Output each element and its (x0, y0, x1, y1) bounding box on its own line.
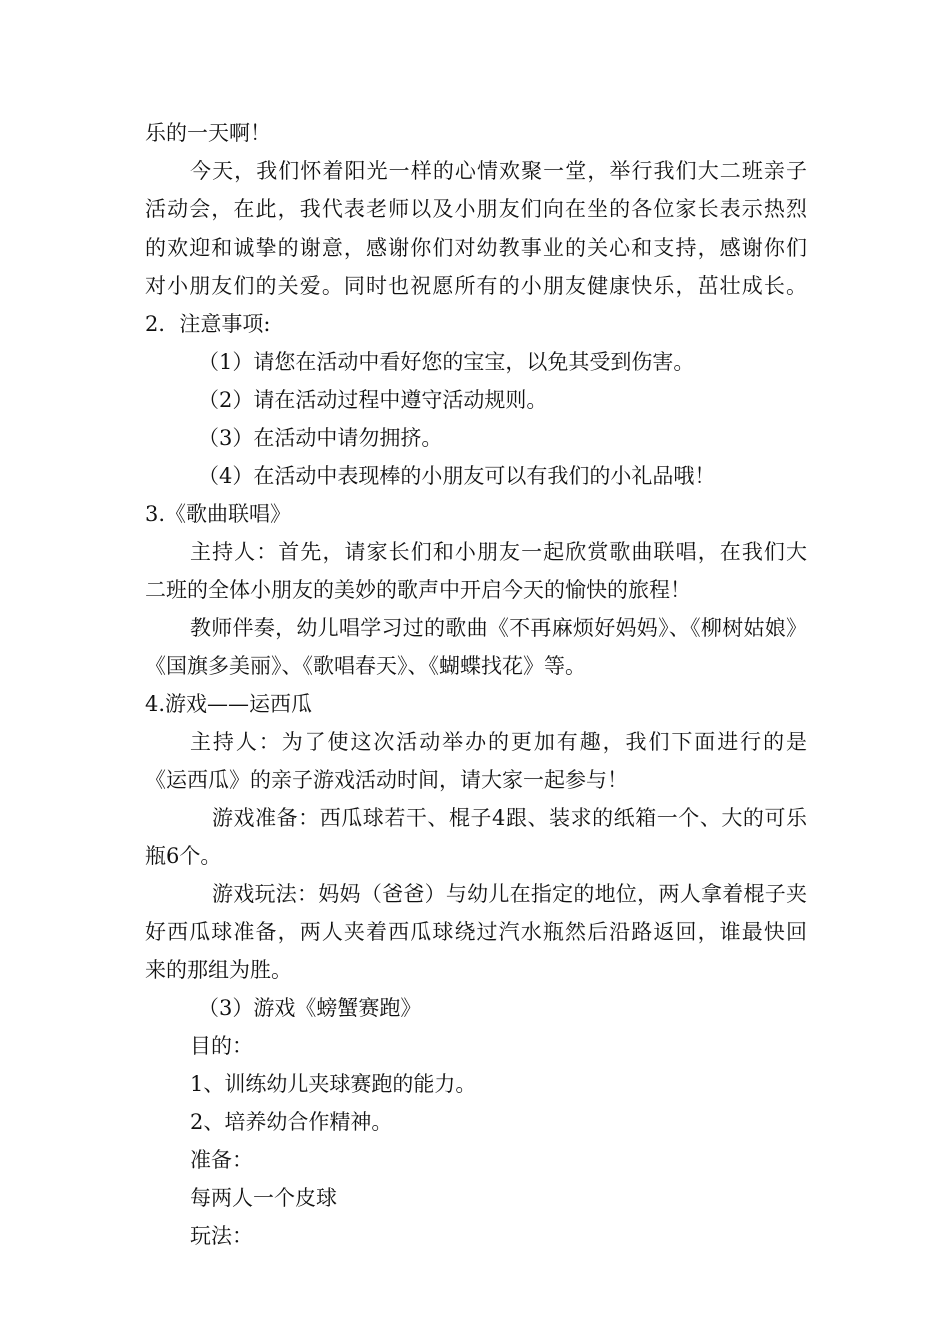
text-line: 主持人：首先，请家长们和小朋友一起欣赏歌曲联唱，在我们大 (190, 540, 807, 564)
section-heading: 3.《歌曲联唱》 (145, 502, 292, 526)
text-line: 瓶6个。 (145, 844, 222, 868)
text-line: 好西瓜球准备，两人夹着西瓜球绕过汽水瓶然后沿路返回，谁最快回 (145, 920, 807, 944)
text-line: 今天，我们怀着阳光一样的心情欢聚一堂，举行我们大二班亲子 (190, 159, 807, 183)
text-line: 教师伴奏，幼儿唱学习过的歌曲《不再麻烦好妈妈》、《柳树姑娘》 (190, 616, 807, 640)
text-line: 游戏玩法：妈妈（爸爸）与幼儿在指定的地位，两人拿着棍子夹 (212, 882, 807, 906)
text-line: 的欢迎和诚挚的谢意，感谢你们对幼教事业的关心和支持，感谢你们 (145, 236, 807, 260)
text-line: 活动会，在此，我代表老师以及小朋友们向在坐的各位家长表示热烈 (145, 197, 807, 221)
list-item: （3）在活动中请勿拥挤。 (198, 426, 443, 450)
list-item: （1）请您在活动中看好您的宝宝，以免其受到伤害。 (198, 350, 695, 374)
section-heading: 2．注意事项: (145, 312, 271, 336)
text-line: 游戏准备：西瓜球若干、棍子4跟、装求的纸箱一个、大的可乐 (212, 806, 807, 830)
section-heading: 4.游戏——运西瓜 (145, 692, 313, 716)
text-line: 准备： (190, 1148, 253, 1172)
list-item: （2）请在活动过程中遵守活动规则。 (198, 388, 548, 412)
text-line: 目的： (190, 1034, 253, 1058)
text-line: 玩法： (190, 1224, 253, 1248)
text-line: 每两人一个皮球 (190, 1186, 337, 1210)
text-line: 来的那组为胜。 (145, 958, 292, 982)
text-line: 《国旗多美丽》、《歌唱春天》、《蝴蝶找花》等。 (145, 654, 586, 678)
text-line: 对小朋友们的关爱。同时也祝愿所有的小朋友健康快乐，茁壮成长。 (145, 274, 807, 298)
list-item: 2、培养幼合作精神。 (190, 1110, 393, 1134)
section-heading: （3）游戏《螃蟹赛跑》 (198, 996, 422, 1020)
list-item: 1、训练幼儿夹球赛跑的能力。 (190, 1072, 477, 1096)
text-line: 主持人：为了使这次活动举办的更加有趣，我们下面进行的是 (190, 730, 807, 754)
text-line: 乐的一天啊！ (145, 121, 271, 145)
text-line: 二班的全体小朋友的美妙的歌声中开启今天的愉快的旅程！ (145, 578, 691, 602)
list-item: （4）在活动中表现棒的小朋友可以有我们的小礼品哦！ (198, 464, 716, 488)
text-line: 《运西瓜》的亲子游戏活动时间，请大家一起参与！ (145, 768, 628, 792)
